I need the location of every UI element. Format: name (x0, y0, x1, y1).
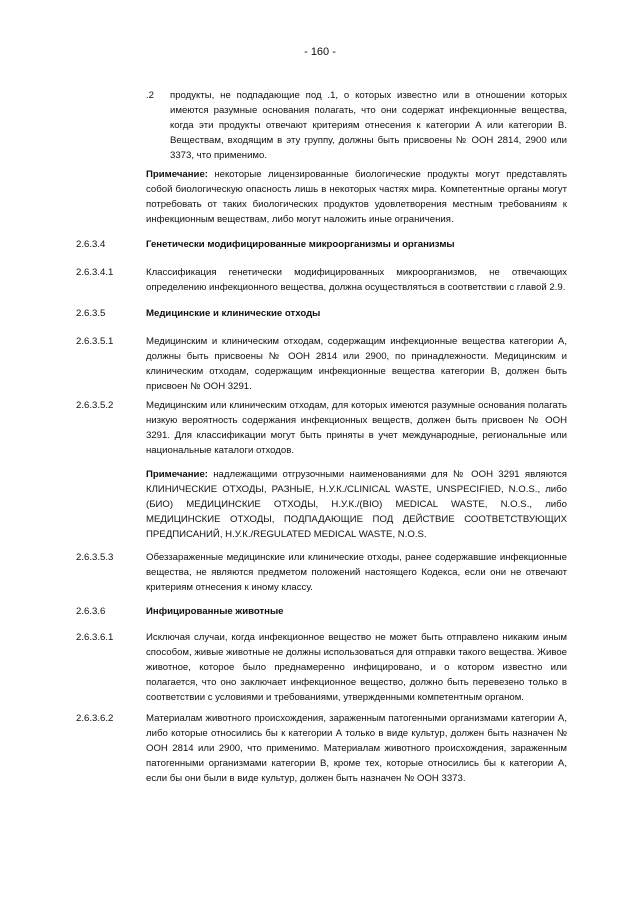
item-number: .2 (146, 90, 155, 101)
section-number: 2.6.3.5.2 (76, 400, 114, 411)
section-text: Обеззараженные медицинские или клинические отходы, ранее содержавшие инфекционные вещества, не являются предметом положений настоящего Кодекса, если они не отвечают критериям отнесения к иному классу. (146, 552, 567, 593)
item-text: продукты, не подпадающие под .1, о которых известно или в отношении которых имеются разумные основания полагать, что они содержат инфекционные вещества, когда эти продукты отвечают критериям отнесения к категории А или категории В. Веществам, входящим в эту группу, должны быть присвоены № ООН 2814, 2900 или 3373, что применимо. (170, 90, 567, 161)
section-heading: Генетически модифицированные микроорганизмы и организмы (146, 239, 455, 250)
section-number: 2.6.3.5.3 (76, 552, 114, 563)
section-heading: Инфицированные животные (146, 606, 284, 617)
note-text: надлежащими отгрузочными наименованиями для № ООН 3291 являются КЛИНИЧЕСКИЕ ОТХОДЫ, РАЗНЫЕ, Н.У.К./CLINICAL WASTE, UNSPECIFIED, N.O.S., либо (БИО) МЕДИЦИНСКИЕ ОТХОДЫ, Н.У.К./(BIO) MEDICAL WASTE, N.O.S., либо МЕДИЦИНСКИЕ ОТХОДЫ, ПОДПАДАЮЩИЕ ПОД ДЕЙСТВИЕ СООТВЕТСТВУЮЩИХ ПРЕДПИСАНИЙ, Н.У.К./REGULATED MEDICAL WASTE, N.O.S. (146, 469, 567, 540)
section-number: 2.6.3.5.1 (76, 336, 114, 347)
section-number: 2.6.3.4.1 (76, 267, 114, 278)
note-label: Примечание: (146, 469, 208, 480)
note-text: некоторые лицензированные биологические продукты могут представлять собой биологическую опасность лишь в некоторых частях мира. Компетентные органы могут потребовать от таких биологических продуктов удовлетворения местным требованиям к инфекционным веществам, либо могут наложить иные ограничения. (146, 169, 567, 225)
section-number: 2.6.3.4 (76, 239, 106, 250)
section-text: Медицинским или клиническим отходам, для которых имеются разумные основания полагать низкую вероятность содержания инфекционных веществ, должен быть присвоен № ООН 3291. Для классификации могут быть приняты в учет международные, региональные или национальные каталоги отходов. (146, 400, 567, 456)
note-paragraph (146, 467, 567, 542)
section-number: 2.6.3.6 (76, 606, 106, 617)
section-text: Материалам животного происхождения, зараженным патогенными организмами категории А, либо которые относились бы к категории А только в виде культур, должен быть назначен № ООН 2814 или 2900, что применимо. Материалам животного происхождения, зараженным патогенными организмами категории В, кроме тех, которые относились бы к категории А, если бы они были в виде культур, должен быть назначен № ООН 3373. (146, 713, 567, 784)
section-number: 2.6.3.6.2 (76, 713, 114, 724)
section-text: Исключая случаи, когда инфекционное вещество не может быть отправлено никаким иным способом, живые животные не должны использоваться для отправки такого вещества. Живое животное, которое было преднамеренно инфицировано, и о котором известно или полагается, что оно заключает инфекционное вещество, должно быть перевезено только в соответствии с условиями и требованиями, утвержденными компетентным органом. (146, 632, 567, 703)
section-text: Классификация генетически модифицированных микроорганизмов, не отвечающих определению инфекционного вещества, должна осуществляться в соответствии с главой 2.9. (146, 267, 567, 293)
section-text: Медицинским и клиническим отходам, содержащим инфекционные вещества категории А, должны быть присвоены № ООН 2814 или 2900, по принадлежности. Медицинским и клиническим отходам, содержащим инфекционные вещества категории В, должен быть присвоен № ООН 3291. (146, 336, 567, 392)
note-paragraph (146, 167, 567, 227)
section-number: 2.6.3.6.1 (76, 632, 114, 643)
note-label: Примечание: (146, 169, 208, 180)
section-number: 2.6.3.5 (76, 308, 106, 319)
section-heading: Медицинские и клинические отходы (146, 308, 321, 319)
page-number: - 160 - (304, 46, 336, 58)
